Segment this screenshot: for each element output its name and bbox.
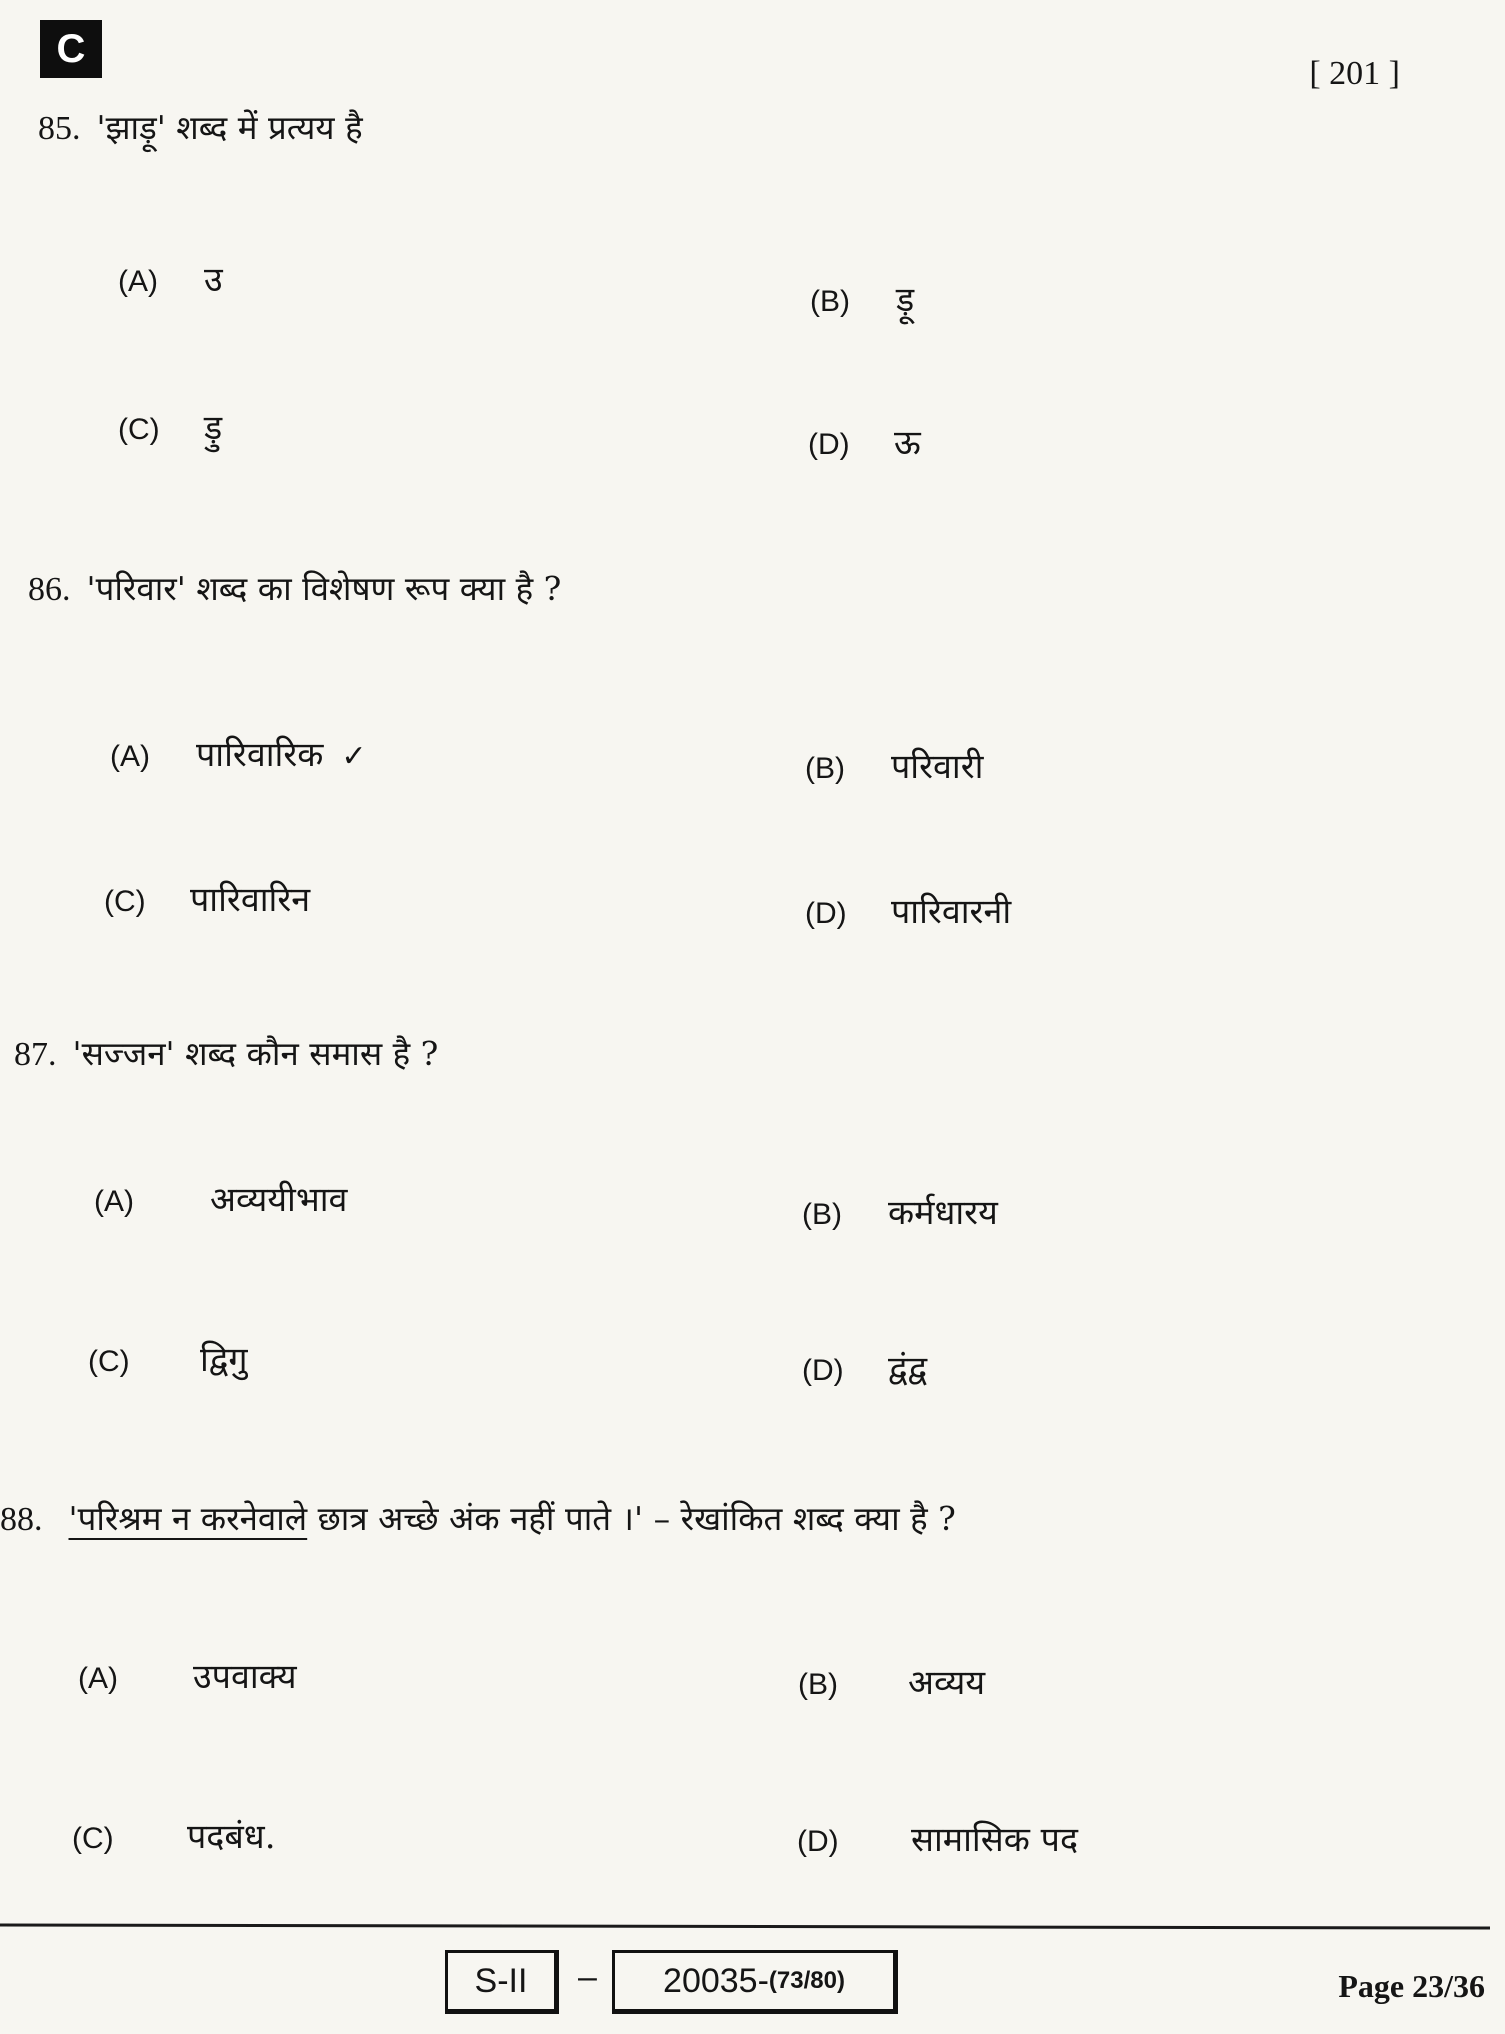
option-text: कर्मधारय	[888, 1193, 998, 1233]
subject-code: [ 201 ]	[1309, 55, 1400, 92]
paper-code: 20035-	[663, 1961, 769, 2000]
page-number: Page 23/36	[1338, 1968, 1485, 2004]
option-label: (B)	[805, 752, 845, 785]
option-text: परिवारी	[891, 747, 984, 787]
option-text: पारिवारनी	[891, 892, 1012, 932]
option-86-a	[110, 730, 367, 776]
option-label: (C)	[118, 413, 160, 446]
question-stem: 'परिवार' शब्द का विशेषण रूप क्या है ?	[86, 569, 562, 608]
option-86-b	[805, 742, 983, 788]
footer-divider	[0, 1923, 1490, 1929]
series-code: S-II	[474, 1961, 528, 2000]
option-text: ऊ	[894, 423, 921, 463]
option-label: (C)	[72, 1822, 114, 1855]
option-85-d	[808, 418, 921, 464]
option-label: (A)	[118, 265, 158, 298]
question-text	[0, 1495, 956, 1540]
option-label: (A)	[110, 740, 150, 773]
option-label: (A)	[94, 1185, 134, 1218]
question-87	[0, 1030, 1505, 1073]
option-label: (D)	[805, 897, 847, 930]
underlined-phrase: 'परिश्रम न करनेवाले	[68, 1499, 308, 1538]
set-badge: C	[40, 20, 102, 78]
option-text: द्वंद्व	[888, 1349, 928, 1389]
option-label: (C)	[88, 1345, 130, 1378]
question-stem: छात्र अच्छे अंक नहीं पाते ।' – रेखांकित शब्द क्या है ?	[307, 1499, 956, 1538]
option-text: पदबंध.	[187, 1817, 276, 1857]
question-text	[14, 1030, 438, 1075]
option-label: (B)	[798, 1668, 838, 1701]
question-stem: 'सज्जन' शब्द कौन समास है ?	[72, 1034, 439, 1073]
question-88	[0, 1495, 1505, 1538]
option-85-b	[810, 275, 914, 321]
question-number: 85.	[38, 110, 81, 147]
option-text: सामासिक पद	[911, 1820, 1079, 1860]
option-85-c	[118, 403, 222, 449]
option-text: ड़ु	[204, 408, 223, 448]
option-88-c	[72, 1812, 276, 1858]
option-label: (D)	[797, 1825, 839, 1858]
option-87-a	[94, 1175, 347, 1221]
option-87-c	[88, 1335, 248, 1381]
option-label: (D)	[802, 1354, 844, 1387]
option-label: (A)	[78, 1662, 118, 1695]
option-85-a	[118, 255, 223, 301]
option-87-b	[802, 1188, 998, 1234]
option-text: अव्ययीभाव	[210, 1180, 348, 1220]
paper-code-suffix: (73/80)	[768, 1967, 845, 1994]
question-text	[38, 104, 363, 149]
question-86	[0, 565, 1505, 608]
footer-separator: –	[578, 1958, 597, 1996]
option-87-d	[802, 1344, 927, 1390]
option-88-d	[797, 1815, 1078, 1861]
option-86-d	[805, 887, 1011, 933]
footer	[0, 1950, 1505, 2020]
question-number: 88.	[0, 1501, 43, 1538]
option-text: पारिवारिक	[196, 735, 324, 775]
option-86-c	[104, 875, 310, 921]
question-number: 87.	[14, 1036, 57, 1073]
option-text: ड़ू	[896, 280, 915, 320]
option-88-a	[78, 1652, 297, 1698]
question-number: 86.	[28, 571, 71, 608]
option-text: द्विगु	[200, 1340, 248, 1380]
question-85	[0, 104, 1505, 147]
option-label: (D)	[808, 428, 850, 461]
option-text: पारिवारिन	[190, 880, 311, 920]
option-text: उ	[204, 260, 223, 300]
series-box	[445, 1950, 559, 2014]
option-88-b	[798, 1658, 985, 1704]
option-label: (B)	[802, 1198, 842, 1231]
question-stem: 'झाड़ू' शब्द में प्रत्यय है	[96, 108, 363, 147]
tick-mark-icon: ✓	[341, 739, 367, 774]
option-label: (B)	[810, 285, 850, 318]
paper-code-box	[612, 1950, 898, 2014]
question-text	[28, 565, 561, 610]
option-text: उपवाक्य	[193, 1657, 297, 1697]
option-text: अव्यय	[908, 1663, 986, 1703]
option-label: (C)	[104, 885, 146, 918]
